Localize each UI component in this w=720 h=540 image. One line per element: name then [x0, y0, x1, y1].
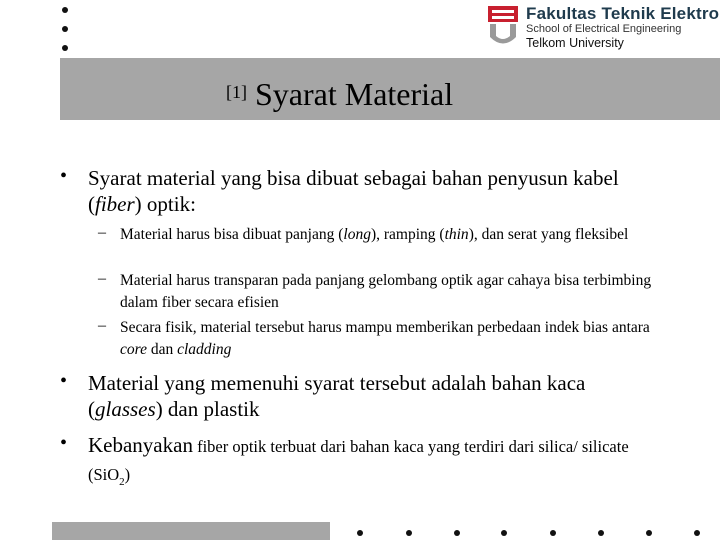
title-reference: [1] — [226, 82, 247, 102]
bullet-marker: • — [60, 165, 68, 187]
logo-school-name: School of Electrical Engineering — [526, 23, 682, 35]
sub-bullet-transparent — [98, 270, 658, 314]
decor-dot — [454, 530, 460, 536]
bullet-text: Kebanyakan — [88, 433, 193, 457]
bullet-text: fiber optik terbuat dari bahan kaca yang terdiri dari silica/ silicate (SiO — [88, 437, 629, 484]
bullet-marker: • — [60, 370, 68, 392]
sub-bullet-text: Material harus transparan pada panjang gelombang optik agar cahaya bisa terbimbing dalam fiber secara efisien — [120, 272, 652, 311]
subscript-text: 2 — [119, 476, 125, 489]
decor-dot — [646, 530, 652, 536]
bullet-text: ) dan plastik — [155, 397, 260, 421]
sub-bullet-text: dan — [146, 341, 178, 358]
decor-dot — [62, 7, 68, 13]
sub-bullet-long-thin — [98, 224, 658, 246]
sub-bullet-refractive-index — [98, 317, 658, 361]
decor-dot — [501, 530, 507, 536]
sub-bullet-text: ), ramping ( — [370, 226, 445, 243]
sub-bullet-emphasis: cladding — [177, 341, 232, 358]
bullet-emphasis: fiber — [95, 192, 135, 216]
decor-dot — [62, 45, 68, 51]
bullet-text: Material yang memenuhi syarat tersebut adalah bahan kaca ( — [88, 371, 586, 421]
slide-title — [226, 74, 453, 114]
telkom-university-logo-icon — [488, 6, 518, 46]
bullet-silica — [60, 432, 660, 495]
decor-dot — [62, 26, 68, 32]
logo-university-name: Telkom University — [526, 36, 624, 50]
sub-bullet-marker: – — [98, 317, 106, 334]
sub-bullet-emphasis: thin — [444, 226, 469, 243]
decor-dot — [598, 530, 604, 536]
decor-dot — [406, 530, 412, 536]
bullet-requirements — [60, 165, 660, 217]
sub-bullet-text: Material harus bisa dibuat panjang ( — [120, 226, 344, 243]
footer-bar — [52, 522, 330, 540]
bullet-materials — [60, 370, 660, 422]
bullet-text: ) optik: — [134, 192, 196, 216]
sub-bullet-marker: – — [98, 224, 106, 241]
decor-dot — [357, 530, 363, 536]
bullet-emphasis: glasses — [95, 397, 156, 421]
decor-dot — [694, 530, 700, 536]
decor-dot — [550, 530, 556, 536]
faculty-logo-text — [526, 4, 719, 51]
title-text: Syarat Material — [255, 76, 454, 112]
sub-bullet-emphasis: long — [343, 226, 371, 243]
sub-bullet-text: ), dan serat yang fleksibel — [468, 226, 629, 243]
bullet-text: Syarat material yang bisa dibuat sebagai bahan penyusun kabel ( — [88, 166, 619, 216]
logo-faculty-name: Fakultas Teknik Elektro — [526, 4, 720, 23]
bullet-marker: • — [60, 432, 68, 454]
sub-bullet-emphasis: core — [120, 341, 147, 358]
bullet-text: ) — [124, 465, 131, 484]
sub-bullet-text: Secara fisik, material tersebut harus mampu memberikan perbedaan indek bias antara — [120, 319, 650, 336]
sub-bullet-marker: – — [98, 270, 106, 287]
